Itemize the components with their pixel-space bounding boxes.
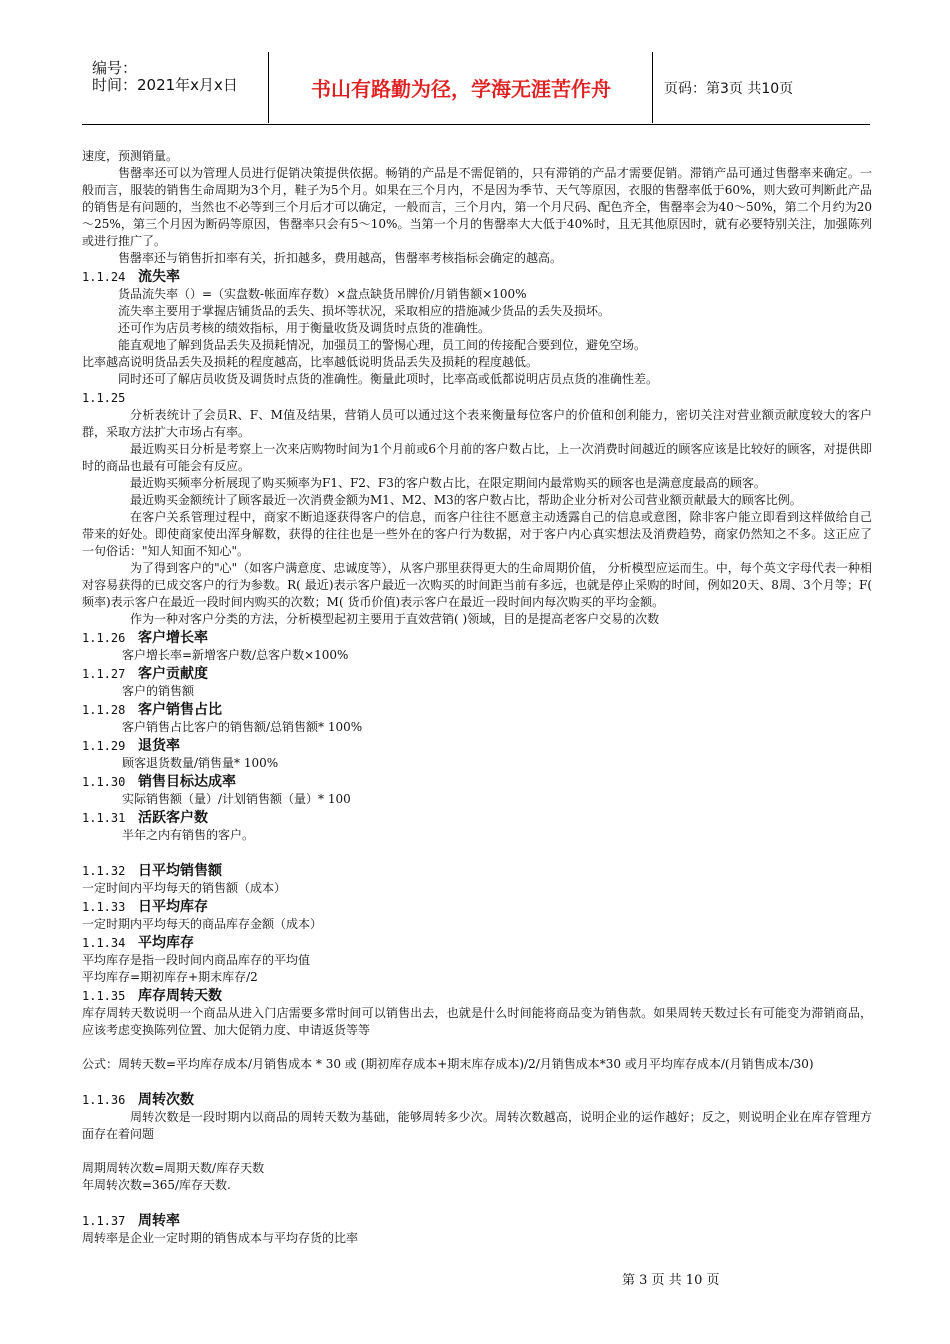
paragraph: 平均库存是指一段时间内商品库存的平均值 — [82, 953, 311, 967]
paragraph: 能直观地了解到货品丢失及损耗情况，加强员工的警惕心理，员工间的传接配合要到位，避免空场。 — [118, 338, 647, 352]
paragraph: 客户增长率=新增客户数/总客户数×100% — [122, 648, 349, 662]
section-title: 平均库存 — [138, 935, 194, 951]
paragraph: 年周转次数=365/库存天数. — [82, 1178, 231, 1192]
paragraph: 实际销售额（量）/计划销售额（量）* 100 — [122, 792, 351, 806]
section-number: 1.1.30 — [82, 775, 126, 789]
section-title: 日平均销售额 — [138, 863, 222, 879]
paragraph: 为了得到客户的"心"（如客户满意度、忠诚度等），从客户那里获得更大的生命周期价值， 分析模型应运而生。中，每个英文字母代表一种相对容易获得的已成交客户的行为参数。R( 最近)表示客户最近一次购买的时间距当前有多远，也就是停止采购的时间，例如20天、8周、3个月等；F( 频率)表示客户在最近一段时间内购买的次数；M( 货币价值)表示客户在最近一段时间内每次购买的平均金额。 — [82, 561, 872, 609]
section-heading — [82, 899, 872, 916]
section-number: 1.1.24 — [82, 270, 126, 284]
section-title: 周转次数 — [138, 1092, 194, 1108]
paragraph: 客户的销售额 — [122, 684, 195, 698]
paragraph: 同时还可了解店员收货及调货时点货的准确性。衡量此项时，比率高或低都说明店员点货的准确性差。 — [118, 372, 659, 386]
section-heading — [82, 1092, 872, 1109]
section-title: 客户增长率 — [138, 630, 208, 646]
paragraph: 周转率是企业一定时期的销售成本与平均存货的比率 — [82, 1231, 359, 1245]
section-number: 1.1.35 — [82, 989, 126, 1003]
section-number: 1.1.29 — [82, 739, 126, 753]
paragraph: 平均库存=期初库存+期末库存/2 — [82, 970, 258, 984]
section-number: 1.1.34 — [82, 936, 126, 950]
section-number: 1.1.37 — [82, 1214, 126, 1228]
paragraph: 顾客退货数量/销售量* 100% — [122, 756, 279, 770]
paragraph: 周期周转次数=周期天数/库存天数 — [82, 1161, 265, 1175]
paragraph: 还可作为店员考核的绩效指标，用于衡量收货及调货时点货的准确性。 — [118, 321, 491, 335]
section-number: 1.1.27 — [82, 667, 126, 681]
section-heading — [82, 863, 872, 880]
paragraph: 作为一种对客户分类的方法，分析模型起初主要用于直效营销( )领域，目的是提高老客户交易的次数 — [130, 612, 660, 626]
paragraph: 流失率主要用于掌握店铺货品的丢失、损坏等状况，采取相应的措施减少货品的丢失及损坏。 — [118, 304, 611, 318]
section-title: 客户贡献度 — [138, 666, 208, 682]
paragraph: 最近购买日分析是考察上一次来店购物时间为1个月前或6个月前的客户数占比，上一次消费时间越近的顾客应该是比较好的顾客，对提供即时的商品也最有可能会有反应。 — [82, 442, 872, 473]
section-title: 活跃客户数 — [138, 810, 208, 826]
section-number: 1.1.36 — [82, 1093, 126, 1107]
paragraph: 在客户关系管理过程中，商家不断追逐获得客户的信息，而客户往往不愿意主动透露自己的信息或意图，除非客户能立即看到这样做给自己带来的好处。即使商家使出浑身解数，获得的往往也是一些外在的客户行为数据，对于客户内心真实想法及消费趋势，商家仍然知之不多。这正应了一句俗话："知人知面不知心"。 — [82, 510, 872, 558]
paragraph: 客户销售占比客户的销售额/总销售额* 100% — [122, 720, 363, 734]
section-number: 1.1.32 — [82, 864, 126, 878]
section-heading — [82, 702, 872, 719]
section-title: 流失率 — [138, 269, 180, 285]
section-title: 周转率 — [138, 1213, 180, 1229]
section-heading — [82, 630, 872, 647]
section-title: 库存周转天数 — [138, 988, 222, 1004]
section-heading — [82, 935, 872, 952]
time-label: 时间：2021年x月x日 — [92, 76, 238, 94]
header-meta — [82, 52, 269, 123]
section-title: 客户销售占比 — [138, 702, 222, 718]
section-heading — [82, 666, 872, 683]
paragraph: 一定时期内平均每天的商品库存金额（成本） — [82, 917, 323, 931]
paragraph: 最近购买频率分析展现了购买频率为F1、F2、F3的客户数占比，在限定期间内最常购买的顾客也是满意度最高的顾客。 — [130, 476, 766, 490]
section-number: 1.1.26 — [82, 631, 126, 645]
paragraph: 最近购买金额统计了顾客最近一次消费金额为M1、M2、M3的客户数占比，帮助企业分析对公司营业额贡献最大的顾客比例。 — [130, 493, 802, 507]
paragraph: 售罄率还与销售折扣率有关，折扣越多，费用越高，售罄率考核指标会确定的越高。 — [118, 251, 563, 265]
section-heading — [82, 1213, 872, 1230]
header-motto: 书山有路勤为径，学海无涯苦作舟 — [270, 52, 653, 123]
paragraph: 半年之内有销售的客户。 — [122, 828, 255, 842]
section-number: 1.1.31 — [82, 811, 126, 825]
formula-paragraph: 公式：周转天数=平均库存成本/月销售成本 * 30 或 (期初库存成本+期末库存成本)/2/月销售成本*30 或月平均库存成本/(月销售成本/30) — [82, 1057, 814, 1071]
section-heading — [82, 810, 872, 827]
page-footer: 第 3 页 共 10 页 — [622, 1273, 720, 1288]
paragraph: 一定时间内平均每天的销售额（成本） — [82, 881, 287, 895]
paragraph: 周转次数是一段时期内以商品的周转天数为基础，能够周转多少次。周转次数越高，说明企业的运作越好；反之，则说明企业在库存管理方面存在着问题 — [82, 1110, 872, 1141]
paragraph: 货品流失率（）=（实盘数-帐面库存数）×盘点缺货吊牌价/月销售额×100% — [118, 287, 527, 301]
number-label: 编号： — [92, 59, 138, 77]
section-heading — [82, 390, 872, 407]
section-title: 日平均库存 — [138, 899, 208, 915]
section-heading — [82, 988, 872, 1005]
paragraph: 库存周转天数说明一个商品从进入门店需要多常时间可以销售出去，也就是什么时间能将商品变为销售款。如果周转天数过长有可能变为滞销商品，应该考虑变换陈列位置、加大促销力度、申请返货等等 — [82, 1006, 872, 1037]
section-heading — [82, 738, 872, 755]
header-page-label: 页码：第3页 共10页 — [664, 80, 794, 97]
paragraph: 分析表统计了会员R、F、M值及结果，营销人员可以通过这个表来衡量每位客户的价值和创利能力，密切关注对营业额贡献度较大的客户群，采取方法扩大市场占有率。 — [82, 408, 872, 439]
section-heading — [82, 269, 872, 286]
paragraph: 售罄率还可以为管理人员进行促销决策提供依据。畅销的产品是不需促销的，只有滞销的产品才需要促销。滞销产品可通过售罄率来确定。一般而言，服装的销售生命周期为3个月，鞋子为5个月。如果在三个月内，不是因为季节、天气等原因，衣服的售罄率低于60%，则大致可判断此产品的销售是有问题的，当然也不必等到三个月后才可以确定，一般而言，三个月内，第一个月尺码、配色齐全，售罄率会为40～50%，第二个月约为20～25%，第三个月因为断码等原因，售罄率只会有5～10%。当第一个月的售罄率大大低于40%时，且无其他原因时，就有必要特别关注，加强陈列或进行推广了。 — [82, 166, 872, 248]
page-header — [82, 52, 870, 125]
section-number: 1.1.33 — [82, 900, 126, 914]
section-heading — [82, 774, 872, 791]
paragraph: 速度，预测销量。 — [82, 149, 179, 163]
section-title: 退货率 — [138, 738, 180, 754]
section-title: 销售目标达成率 — [138, 774, 236, 790]
section-number: 1.1.25 — [82, 391, 126, 405]
paragraph: 比率越高说明货品丢失及损耗的程度越高，比率越低说明货品丢失及损耗的程度越低。 — [82, 355, 539, 369]
document-body — [82, 148, 872, 1247]
section-number: 1.1.28 — [82, 703, 126, 717]
